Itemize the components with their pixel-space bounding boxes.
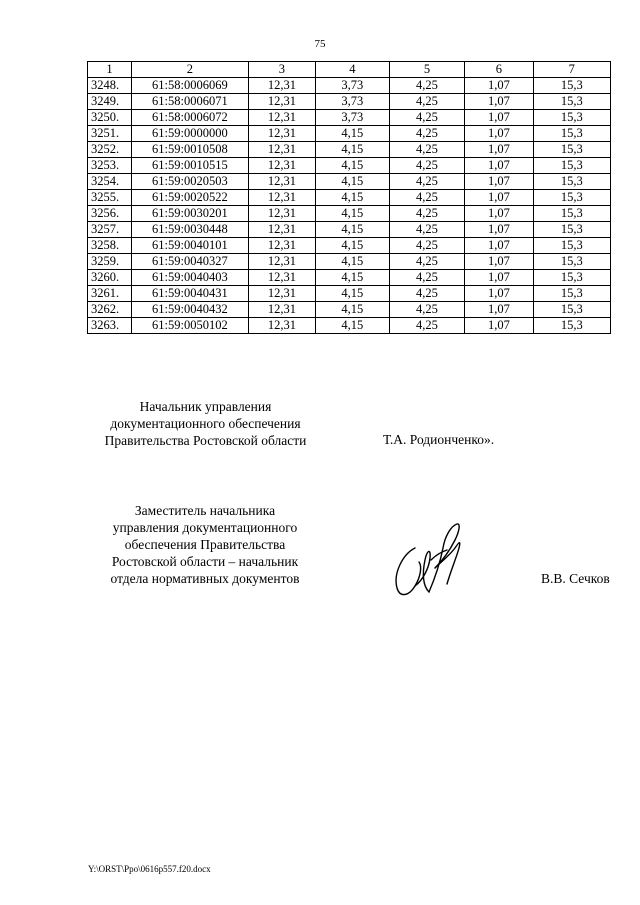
table-cell: 12,31 (248, 270, 315, 286)
table-cell: 15,3 (533, 270, 610, 286)
table-cell: 15,3 (533, 206, 610, 222)
table-cell: 61:59:0020503 (131, 174, 248, 190)
table-cell: 1,07 (465, 78, 533, 94)
data-table (87, 61, 611, 334)
table-row (88, 270, 611, 286)
table-cell: 12,31 (248, 126, 315, 142)
table-row (88, 158, 611, 174)
table-row (88, 302, 611, 318)
signatory2-title-line: Ростовской области – начальник (111, 554, 299, 569)
table-cell: 3261. (88, 286, 132, 302)
table-cell: 3253. (88, 158, 132, 174)
table-cell: 12,31 (248, 78, 315, 94)
table-cell: 12,31 (248, 94, 315, 110)
table-cell: 61:59:0000000 (131, 126, 248, 142)
footer-file-path: Y:\ORST\Ppo\0616p557.f20.docx (88, 864, 211, 874)
table-cell: 4,25 (389, 238, 465, 254)
signatory2-title-line: обеспечения Правительства (124, 537, 286, 552)
table-cell: 3258. (88, 238, 132, 254)
table-cell: 15,3 (533, 94, 610, 110)
table-cell: 15,3 (533, 174, 610, 190)
table-cell: 4,25 (389, 270, 465, 286)
table-cell: 4,25 (389, 222, 465, 238)
table-cell: 4,15 (315, 206, 389, 222)
table-cell: 61:59:0030201 (131, 206, 248, 222)
table-cell: 3249. (88, 94, 132, 110)
table-cell: 15,3 (533, 110, 610, 126)
table-cell: 15,3 (533, 238, 610, 254)
table-cell: 1,07 (465, 254, 533, 270)
signatory1-title-line: Правительства Ростовской области (104, 433, 307, 448)
table-cell: 4,15 (315, 174, 389, 190)
table-cell: 1,07 (465, 318, 533, 334)
page-number: 75 (314, 38, 326, 50)
table-cell: 12,31 (248, 158, 315, 174)
column-header: 5 (389, 62, 465, 78)
table-row (88, 318, 611, 334)
signatory2-name: В.В. Сечков (541, 571, 610, 586)
signatory2-title-line: Заместитель начальника (134, 503, 276, 518)
table-cell: 61:59:0040403 (131, 270, 248, 286)
column-header: 4 (315, 62, 389, 78)
table-cell: 15,3 (533, 254, 610, 270)
table-row (88, 254, 611, 270)
table-cell: 4,25 (389, 94, 465, 110)
table-cell: 12,31 (248, 318, 315, 334)
table-cell: 1,07 (465, 94, 533, 110)
table-cell: 12,31 (248, 222, 315, 238)
table-cell: 4,15 (315, 302, 389, 318)
table-cell: 1,07 (465, 206, 533, 222)
table-row (88, 222, 611, 238)
table-cell: 61:58:0006069 (131, 78, 248, 94)
table-cell: 4,25 (389, 174, 465, 190)
table-cell: 3257. (88, 222, 132, 238)
table-cell: 4,15 (315, 286, 389, 302)
table-cell: 61:59:0010508 (131, 142, 248, 158)
table-cell: 1,07 (465, 158, 533, 174)
signatory1-title-line: Начальник управления (139, 399, 272, 414)
table-cell: 4,25 (389, 78, 465, 94)
table-row (88, 142, 611, 158)
table-cell: 3262. (88, 302, 132, 318)
table-cell: 4,15 (315, 142, 389, 158)
signatory1-title (88, 398, 323, 449)
table-cell: 12,31 (248, 286, 315, 302)
table-cell: 15,3 (533, 222, 610, 238)
table-cell: 1,07 (465, 110, 533, 126)
table-cell: 12,31 (248, 206, 315, 222)
table-cell: 3259. (88, 254, 132, 270)
table-cell: 4,25 (389, 142, 465, 158)
table-cell: 61:58:0006071 (131, 94, 248, 110)
table-cell: 3255. (88, 190, 132, 206)
table-cell: 1,07 (465, 238, 533, 254)
table-row (88, 190, 611, 206)
table-cell: 4,15 (315, 270, 389, 286)
table-row (88, 238, 611, 254)
table-cell: 4,25 (389, 206, 465, 222)
table-header-row (88, 62, 611, 78)
table-cell: 12,31 (248, 190, 315, 206)
column-header: 1 (88, 62, 132, 78)
signatory2-title-line: отдела нормативных документов (110, 571, 300, 586)
table-cell: 4,15 (315, 158, 389, 174)
handwritten-signature-icon (385, 518, 465, 603)
column-header: 3 (248, 62, 315, 78)
table-cell: 61:59:0010515 (131, 158, 248, 174)
table-cell: 15,3 (533, 190, 610, 206)
table-cell: 61:59:0040431 (131, 286, 248, 302)
table-cell: 1,07 (465, 286, 533, 302)
table-row (88, 94, 611, 110)
table-cell: 12,31 (248, 110, 315, 126)
table-row (88, 286, 611, 302)
table-cell: 4,15 (315, 222, 389, 238)
table-body (88, 78, 611, 334)
table-row (88, 126, 611, 142)
table-cell: 15,3 (533, 78, 610, 94)
table-cell: 12,31 (248, 174, 315, 190)
table-row (88, 110, 611, 126)
table-cell: 12,31 (248, 254, 315, 270)
table-cell: 1,07 (465, 302, 533, 318)
table-cell: 61:59:0030448 (131, 222, 248, 238)
table-cell: 12,31 (248, 238, 315, 254)
table-cell: 3263. (88, 318, 132, 334)
table-cell: 15,3 (533, 158, 610, 174)
table-cell: 61:59:0040432 (131, 302, 248, 318)
table-cell: 1,07 (465, 174, 533, 190)
table-cell: 61:59:0040327 (131, 254, 248, 270)
table-cell: 12,31 (248, 302, 315, 318)
table-cell: 15,3 (533, 318, 610, 334)
table-cell: 15,3 (533, 286, 610, 302)
table-row (88, 174, 611, 190)
table-cell: 4,25 (389, 318, 465, 334)
table-cell: 4,25 (389, 158, 465, 174)
signatory1-name: Т.А. Родионченко». (383, 432, 495, 447)
signatory2-title (96, 502, 314, 587)
table-cell: 1,07 (465, 270, 533, 286)
column-header: 2 (131, 62, 248, 78)
table-cell: 4,15 (315, 254, 389, 270)
table-cell: 1,07 (465, 190, 533, 206)
column-header: 7 (533, 62, 610, 78)
table-cell: 3,73 (315, 78, 389, 94)
table-cell: 4,25 (389, 302, 465, 318)
table-cell: 4,25 (389, 110, 465, 126)
table-cell: 4,15 (315, 238, 389, 254)
table-cell: 4,25 (389, 286, 465, 302)
table-cell: 3250. (88, 110, 132, 126)
table-cell: 15,3 (533, 142, 610, 158)
table-cell: 3252. (88, 142, 132, 158)
table-cell: 4,25 (389, 126, 465, 142)
table-cell: 1,07 (465, 142, 533, 158)
table-cell: 4,25 (389, 254, 465, 270)
table-cell: 3248. (88, 78, 132, 94)
signatory2-title-line: управления документационного (112, 520, 298, 535)
table-row (88, 206, 611, 222)
table-cell: 15,3 (533, 126, 610, 142)
table-cell: 12,31 (248, 142, 315, 158)
table-cell: 61:59:0040101 (131, 238, 248, 254)
table-cell: 3,73 (315, 94, 389, 110)
table-cell: 15,3 (533, 302, 610, 318)
column-header: 6 (465, 62, 533, 78)
table-cell: 61:59:0020522 (131, 190, 248, 206)
table-cell: 4,15 (315, 190, 389, 206)
table-cell: 3,73 (315, 110, 389, 126)
table-cell: 3251. (88, 126, 132, 142)
table-cell: 4,15 (315, 126, 389, 142)
table-cell: 3260. (88, 270, 132, 286)
table-row (88, 78, 611, 94)
table-cell: 3254. (88, 174, 132, 190)
table-cell: 3256. (88, 206, 132, 222)
signatory1-title-line: документационного обеспечения (110, 416, 301, 431)
table-cell: 61:58:0006072 (131, 110, 248, 126)
table-cell: 61:59:0050102 (131, 318, 248, 334)
table-cell: 1,07 (465, 126, 533, 142)
table-cell: 1,07 (465, 222, 533, 238)
table-cell: 4,15 (315, 318, 389, 334)
table-cell: 4,25 (389, 190, 465, 206)
